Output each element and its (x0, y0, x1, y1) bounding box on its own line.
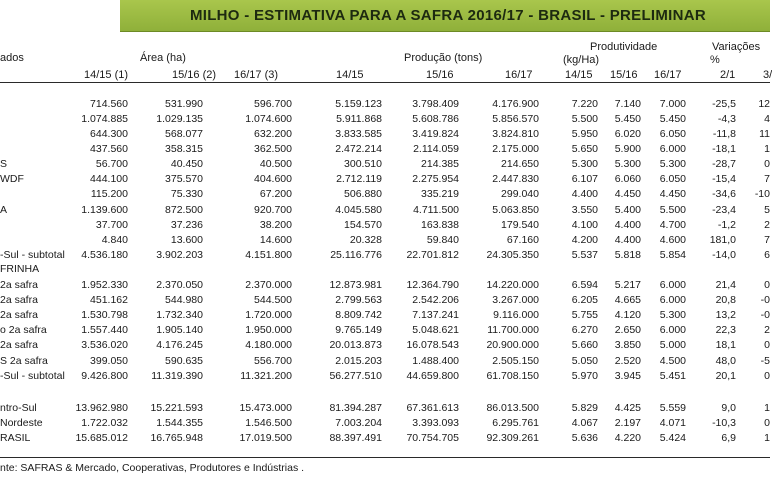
table-cell: 531.990 (165, 98, 203, 110)
table-cell: 11.700.000 (487, 324, 539, 336)
table-cell: 5.451 (659, 370, 686, 382)
table-cell: 38.200 (259, 219, 292, 231)
table-cell: 11.319.390 (151, 370, 203, 382)
table-cell: 5.911.868 (336, 113, 382, 125)
table-cell: 48,0 (715, 355, 736, 367)
table-cell: 5.829 (571, 402, 598, 414)
table-cell: 22.701.812 (406, 249, 459, 261)
table-row (0, 173, 770, 188)
table-cell: 4.400 (614, 234, 641, 246)
row-label: RASIL (0, 432, 31, 444)
table-cell: 7.220 (571, 98, 598, 110)
table-cell: 3.798.409 (412, 98, 459, 110)
table-cell: 75.330 (170, 188, 203, 200)
table-cell: 4.045.580 (335, 204, 382, 216)
table-cell: 6.000 (659, 294, 686, 306)
table-cell: -15,4 (712, 173, 736, 185)
header-variacoes-group: Variações (712, 41, 761, 53)
table-cell: 5.063.850 (492, 204, 539, 216)
table-cell: -34,6 (712, 188, 736, 200)
table-cell: 2.015.203 (335, 355, 382, 367)
table-cell: 404.600 (254, 173, 292, 185)
table-row (0, 234, 770, 249)
table-cell: 1.557.440 (81, 324, 128, 336)
table-cell: 1.029.135 (156, 113, 203, 125)
table-cell: 67.200 (259, 188, 292, 200)
table-cell: 6.060 (614, 173, 641, 185)
table-cell: 3.902.203 (156, 249, 203, 261)
table-cell: 12.873.981 (329, 279, 382, 291)
table-cell: 12.364.790 (406, 279, 459, 291)
table-cell: 4.400 (614, 219, 641, 231)
table-cell: 5.048.621 (412, 324, 459, 336)
table-cell: 6.205 (571, 294, 598, 306)
table-cell: 20,8 (715, 294, 736, 306)
table-cell: 5.608.786 (412, 113, 459, 125)
table-cell: 5.500 (659, 204, 686, 216)
table-cell: 3.945 (614, 370, 641, 382)
table-cell: 12 (758, 98, 770, 110)
table-cell: 5.400 (614, 204, 641, 216)
table-cell: 6.050 (659, 128, 686, 140)
table-row (0, 370, 770, 385)
row-label: S 2a safra (0, 355, 48, 367)
table-cell: 5.660 (571, 339, 598, 351)
row-label: -Sul - subtotal (0, 249, 65, 261)
subheader-cell: 15/16 (610, 69, 638, 81)
row-label: ntro-Sul (0, 402, 37, 414)
table-cell: 21,4 (715, 279, 736, 291)
table-cell: 5.000 (659, 339, 686, 351)
table-cell: 7.140 (614, 98, 641, 110)
subheader-cell: 14/15 (565, 69, 593, 81)
table-cell: 6.270 (571, 324, 598, 336)
table-cell: 714.560 (90, 98, 128, 110)
subheader-cell: 14/15 (1) (84, 69, 129, 81)
table-cell: 20.900.000 (486, 339, 539, 351)
subheader-cell: 16/17 (505, 69, 533, 81)
table-cell: 1 (764, 143, 770, 155)
table-cell: 596.700 (254, 98, 292, 110)
table-cell: 11 (759, 128, 770, 140)
table-cell: 1.074.885 (81, 113, 128, 125)
header-area-group: Área (ha) (140, 52, 186, 64)
table-cell: 4.840 (101, 234, 128, 246)
table-cell: 40.500 (259, 158, 292, 170)
table-cell: -11,8 (712, 128, 736, 140)
table-cell: 3.550 (571, 204, 598, 216)
table-cell: 24.305.350 (486, 249, 539, 261)
table-cell: 56.700 (95, 158, 128, 170)
row-label: -Sul - subtotal (0, 370, 65, 382)
table-row (0, 219, 770, 234)
table-cell: 362.500 (254, 143, 292, 155)
table-cell: -14,0 (712, 249, 736, 261)
table-cell: 5.856.570 (492, 113, 539, 125)
table-cell: 5.950 (571, 128, 598, 140)
row-label: 2a safra (0, 279, 38, 291)
table-cell: 1 (764, 432, 770, 444)
table-cell: 4 (764, 113, 770, 125)
table-cell: 2.799.563 (335, 294, 382, 306)
table-cell: 6.107 (571, 173, 598, 185)
table-cell: 4.120 (614, 309, 641, 321)
table-cell: 358.315 (165, 143, 203, 155)
table-cell: 67.160 (506, 234, 539, 246)
table-cell: 1.950.000 (245, 324, 292, 336)
row-label: S (0, 158, 8, 170)
table-cell: 2.447.830 (492, 173, 539, 185)
subheader-cell: 16/17 (3) (234, 69, 279, 81)
table-cell: 568.077 (165, 128, 203, 140)
table-cell: 6.295.761 (492, 417, 539, 429)
table-cell: 437.560 (90, 143, 128, 155)
table-cell: 1.488.400 (412, 355, 459, 367)
table-cell: 5.500 (571, 113, 598, 125)
table-row (0, 385, 770, 400)
table-cell: 20,1 (715, 370, 736, 382)
table-cell: 5.537 (571, 249, 598, 261)
table-cell: 872.500 (165, 204, 203, 216)
table-row (0, 204, 770, 219)
table-cell: 1.530.798 (81, 309, 128, 321)
table-cell: 4.220 (614, 432, 641, 444)
header-producao-group: Produção (tons) (404, 52, 483, 64)
subheader-cell: 16/17 (654, 69, 682, 81)
table-cell: 16.078.543 (406, 339, 459, 351)
table-cell: 1.905.140 (156, 324, 203, 336)
subheader-cell: 15/16 (2) (172, 69, 217, 81)
table-cell: 2.197 (614, 417, 641, 429)
table-cell: 15.685.012 (75, 432, 128, 444)
table-cell: 1.546.500 (245, 417, 292, 429)
table-cell: -0 (760, 309, 770, 321)
table-cell: 5.818 (614, 249, 641, 261)
table-cell: 920.700 (254, 204, 292, 216)
table-cell: 25.116.776 (330, 249, 382, 261)
row-label: 2a safra (0, 339, 38, 351)
table-cell: 181,0 (709, 234, 736, 246)
table-cell: 451.162 (90, 294, 128, 306)
table-cell: 4.500 (659, 355, 686, 367)
table-cell: 11.321.200 (240, 370, 292, 382)
table-cell: 632.200 (254, 128, 292, 140)
table-cell: 4.067 (571, 417, 598, 429)
table-cell: -25,5 (712, 98, 736, 110)
table-cell: 375.570 (165, 173, 203, 185)
table-cell: 37.700 (95, 219, 128, 231)
table-cell: 1.732.340 (156, 309, 203, 321)
table-cell: 5.650 (571, 143, 598, 155)
row-label: o 2a safra (0, 324, 47, 336)
table-cell: 20.328 (349, 234, 382, 246)
table-cell: 3.393.093 (412, 417, 459, 429)
table-cell: 9.116.000 (493, 309, 539, 321)
table-cell: 7 (764, 173, 770, 185)
table-cell: 644.300 (90, 128, 128, 140)
table-cell: 2.370.050 (156, 279, 203, 291)
row-label: 2a safra (0, 294, 38, 306)
table-cell: 214.385 (421, 158, 459, 170)
table-cell: 5.900 (614, 143, 641, 155)
table-cell: 179.540 (501, 219, 539, 231)
table-cell: 6.020 (614, 128, 641, 140)
table-cell: 61.708.150 (486, 370, 539, 382)
table-cell: 154.570 (344, 219, 382, 231)
table-row (0, 279, 770, 294)
table-cell: 399.050 (90, 355, 128, 367)
table-row (0, 143, 770, 158)
table-cell: 4.425 (614, 402, 641, 414)
table-cell: 3.850 (614, 339, 641, 351)
table-cell: 2 (764, 219, 770, 231)
table-cell: 81.394.287 (329, 402, 382, 414)
table-cell: -5 (760, 355, 770, 367)
table-cell: 4.536.180 (81, 249, 128, 261)
table-cell: 86.013.500 (486, 402, 539, 414)
table-cell: 544.980 (165, 294, 203, 306)
table-cell: 9,0 (721, 402, 736, 414)
table-row (0, 249, 770, 264)
table-cell: 14.220.000 (486, 279, 539, 291)
table-cell: 4.100 (571, 219, 598, 231)
row-label: A (0, 204, 8, 216)
table-cell: 590.635 (165, 355, 203, 367)
table-row (0, 432, 770, 447)
table-cell: 444.100 (90, 173, 128, 185)
table-cell: 3.267.000 (492, 294, 539, 306)
table-cell: 506.880 (344, 188, 382, 200)
table-cell: 5.636 (571, 432, 598, 444)
table-cell: 6 (764, 249, 770, 261)
table-cell: 9.765.149 (335, 324, 382, 336)
table-cell: 214.650 (501, 158, 539, 170)
table-cell: 5.970 (571, 370, 598, 382)
header-variacoes-unit: % (710, 54, 720, 66)
table-cell: 37.236 (170, 219, 203, 231)
header-produtividade-group: Produtividade (590, 41, 658, 53)
table-cell: -28,7 (712, 158, 736, 170)
table-row (0, 188, 770, 203)
table-row (0, 98, 770, 113)
table-cell: 14.600 (259, 234, 292, 246)
table-cell: 5.854 (659, 249, 686, 261)
table-cell: 299.040 (501, 188, 539, 200)
table-cell: 1.139.600 (81, 204, 128, 216)
table-row (0, 355, 770, 370)
table-cell: 5.217 (614, 279, 641, 291)
row-label: FRINHA (0, 263, 40, 275)
row-label: Nordeste (0, 417, 43, 429)
table-cell: 13.600 (170, 234, 203, 246)
table-cell: 92.309.261 (486, 432, 539, 444)
table-cell: 67.361.613 (406, 402, 459, 414)
table-cell: 1.722.032 (81, 417, 128, 429)
table-row (0, 324, 770, 339)
table-row (0, 263, 770, 278)
table-cell: 5.300 (571, 158, 598, 170)
table-row (0, 128, 770, 143)
title-bar (0, 0, 770, 32)
table-cell: 5.300 (659, 158, 686, 170)
table-cell: 2.370.000 (245, 279, 292, 291)
table-cell: 2.175.000 (492, 143, 539, 155)
table-cell: 7.000 (659, 98, 686, 110)
table-cell: -0 (760, 294, 770, 306)
table-cell: 4.071 (659, 417, 686, 429)
table-cell: 5.450 (614, 113, 641, 125)
table-cell: 4.711.500 (413, 204, 459, 216)
page-title: MILHO - ESTIMATIVA PARA A SAFRA 2016/17 - BRASIL - PRELIMINAR (189, 7, 707, 24)
table-cell: 0 (764, 417, 770, 429)
table-cell: 4.200 (571, 234, 598, 246)
row-label: 2a safra (0, 309, 38, 321)
header-produtividade-unit: (kg/Ha) (563, 54, 600, 66)
table-row (0, 309, 770, 324)
table-cell: 6.000 (659, 279, 686, 291)
table-cell: 2.275.954 (412, 173, 459, 185)
table-cell: 44.659.800 (406, 370, 459, 382)
table-cell: 4.180.000 (245, 339, 292, 351)
table-cell: 1.544.355 (156, 417, 203, 429)
table-cell: 5.424 (659, 432, 686, 444)
table-cell: 88.397.491 (329, 432, 382, 444)
table-cell: 3.536.020 (81, 339, 128, 351)
table-cell: 4.176.245 (156, 339, 203, 351)
table-cell: 4.176.900 (492, 98, 539, 110)
table-cell: 3.419.824 (412, 128, 459, 140)
table-cell: 335.219 (421, 188, 459, 200)
table-cell: 1.720.000 (245, 309, 292, 321)
table-row (0, 339, 770, 354)
table-cell: 2.650 (614, 324, 641, 336)
table-cell: 0 (764, 279, 770, 291)
table-cell: -18,1 (712, 143, 736, 155)
header-states: ados (0, 52, 24, 64)
table-cell: 4.151.800 (245, 249, 292, 261)
table-cell: 15.473.000 (239, 402, 292, 414)
table-cell: -1,2 (717, 219, 736, 231)
table-cell: 0 (764, 339, 770, 351)
table-cell: 2.542.206 (412, 294, 459, 306)
table-cell: 4.600 (659, 234, 686, 246)
table-cell: 6.050 (659, 173, 686, 185)
header-divider (0, 82, 770, 83)
table-cell: 18,1 (715, 339, 736, 351)
subheader-cell: 14/15 (336, 69, 364, 81)
row-label: WDF (0, 173, 24, 185)
table-cell: 5 (764, 204, 770, 216)
table-cell: 8.809.742 (335, 309, 382, 321)
table-cell: 556.700 (254, 355, 292, 367)
table-cell: 6,9 (721, 432, 736, 444)
table-cell: 56.277.510 (329, 370, 382, 382)
title-blank-area (0, 0, 120, 32)
table-cell: 2 (764, 324, 770, 336)
table-cell: 40.450 (170, 158, 203, 170)
table-cell: 0 (764, 158, 770, 170)
table-cell: 115.200 (90, 188, 128, 200)
table-cell: 5.159.123 (335, 98, 382, 110)
table-cell: 2.712.119 (336, 173, 382, 185)
table-cell: 2.114.059 (413, 143, 459, 155)
table-cell: 20.013.873 (329, 339, 382, 351)
table-row (0, 294, 770, 309)
table-cell: 6.000 (659, 143, 686, 155)
table-row (0, 402, 770, 417)
table-cell: 4.450 (614, 188, 641, 200)
source-note: nte: SAFRAS & Mercado, Cooperativas, Produtores e Indústrias . (0, 462, 305, 474)
table-cell: 13,2 (715, 309, 736, 321)
table-cell: 5.755 (571, 309, 598, 321)
table-cell: 2.472.214 (335, 143, 382, 155)
table-cell: 7.003.204 (335, 417, 382, 429)
table-cell: 13.962.980 (75, 402, 128, 414)
table-cell: 4.665 (614, 294, 641, 306)
table-cell: -23,4 (712, 204, 736, 216)
table-cell: 6.000 (659, 324, 686, 336)
table-cell: 16.765.948 (150, 432, 203, 444)
table-cell: 3.833.585 (335, 128, 382, 140)
table-cell: 163.838 (421, 219, 459, 231)
table-cell: 59.840 (426, 234, 459, 246)
table-cell: 15.221.593 (150, 402, 203, 414)
table-cell: 2.520 (614, 355, 641, 367)
table-cell: 5.300 (614, 158, 641, 170)
table-cell: 6.594 (571, 279, 598, 291)
table-cell: 4.400 (571, 188, 598, 200)
table-cell: 5.050 (571, 355, 598, 367)
table-cell: 1.074.600 (245, 113, 292, 125)
table-row (0, 158, 770, 173)
table-cell: 17.019.500 (239, 432, 292, 444)
table-cell: 544.500 (254, 294, 292, 306)
subheader-cell: 3/ (763, 69, 772, 81)
table-cell: 3.824.810 (492, 128, 539, 140)
table-cell: 7 (764, 234, 770, 246)
table-cell: 2.505.150 (492, 355, 539, 367)
table-cell: 300.510 (344, 158, 382, 170)
table-cell: -10,3 (712, 417, 736, 429)
table-cell: -4,3 (717, 113, 736, 125)
subheader-cell: 15/16 (426, 69, 454, 81)
table-cell: 5.559 (659, 402, 686, 414)
table-row (0, 113, 770, 128)
table-cell: 5.450 (659, 113, 686, 125)
table-cell: 4.450 (659, 188, 686, 200)
subheader-cell: 2/1 (720, 69, 736, 81)
table-cell: -10 (754, 188, 770, 200)
footer-divider (0, 457, 770, 458)
table-cell: 5.300 (659, 309, 686, 321)
table-row (0, 417, 770, 432)
table-cell: 4.700 (659, 219, 686, 231)
table-cell: 9.426.800 (81, 370, 128, 382)
table-cell: 70.754.705 (406, 432, 459, 444)
table-cell: 1.952.330 (81, 279, 128, 291)
table-cell: 7.137.241 (412, 309, 459, 321)
table-cell: 1 (764, 402, 770, 414)
table-cell: 22,3 (715, 324, 736, 336)
table-cell: 0 (764, 370, 770, 382)
